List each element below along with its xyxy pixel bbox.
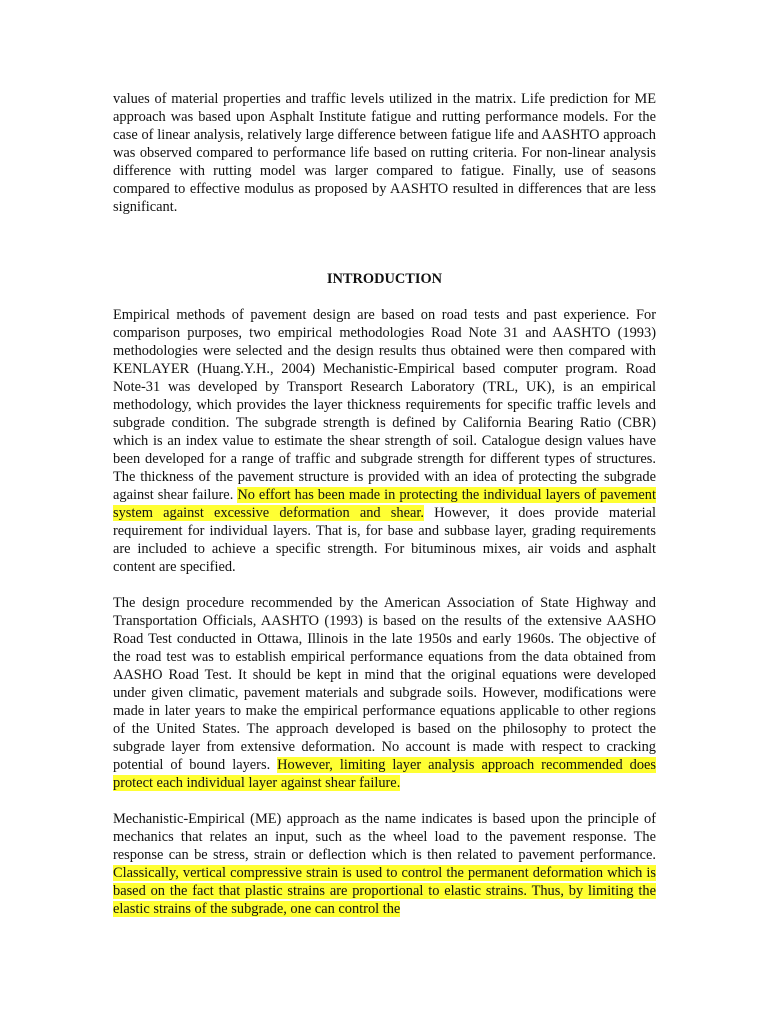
document-page — [113, 90, 656, 918]
highlighted-text: Classically, vertical compressive strain is used to control the permanent deformation which is based on the fact that plastic strains are proportional to elastic strains. Thus, by limiting the elastic strains of the subgrade, one can control the — [113, 865, 656, 917]
intro-paragraph-3 — [113, 810, 656, 918]
section-heading: INTRODUCTION — [326, 271, 443, 287]
paragraph-text: The design procedure recommended by the American Association of State Highway and Transportation Officials, AASHTO (1993) is based on the results of the extensive AASHO Road Test conducted in Ottawa, Illinois in the late 1950s and early 1960s. The objective of the road test was to establish empirical performance equations from the data obtained from AASHO Road Test. It should be kept in mind that the original equations were developed under given climatic, pavement materials and subgrade soils. However, modifications were made in later years to make the empirical performance equations applicable to other regions of the United States. The approach developed is based on the philosophy to protect the subgrade layer from extensive deformation. No account is made with respect to cracking potential of bound layers. — [113, 595, 656, 773]
paragraph-text: However, it does provide material requirement for individual layers. That is, for base and subbase layer, grading requirements are included to achieve a specific strength. For bituminous mixes, air voids and asphalt content are specified. — [113, 505, 656, 575]
abstract-paragraph: values of material properties and traffic levels utilized in the matrix. Life prediction for ME approach was based upon Asphalt Institute fatigue and rutting performance models. For the case of linear analysis, relatively large difference between fatigue life and AASHTO approach was observed compared to performance life based on rutting criteria. For non-linear analysis difference with rutting model was larger compared to fatigue. Finally, use of seasons compared to effective modulus as proposed by AASHTO resulted in differences that are less significant. — [113, 91, 656, 215]
highlighted-text: However, limiting layer analysis approach recommended does protect each individual layer against shear failure. — [113, 757, 657, 791]
paragraph-text: Empirical methods of pavement design are based on road tests and past experience. For comparison purposes, two empirical methodologies Road Note 31 and AASHTO (1993) methodologies were selected and the design results thus obtained were then compared with KENLAYER (Huang.Y.H., 2004) Mechanistic-Empirical based computer program. Road Note-31 was developed by Transport Research Laboratory (TRL, UK), is an empirical methodology, which provides the layer thickness requirements for specific traffic levels and subgrade condition. The subgrade strength is defined by California Bearing Ratio (CBR) which is an index value to estimate the shear strength of soil. Catalogue design values have been developed for a range of traffic and subgrade strength for different types of structures. The thickness of the pavement structure is provided with an idea of protecting the subgrade against shear failure. — [113, 307, 656, 503]
intro-paragraph-2 — [113, 594, 656, 792]
intro-paragraph-1 — [113, 306, 656, 576]
paragraph-text: Mechanistic-Empirical (ME) approach as the name indicates is based upon the principle of mechanics that relates an input, such as the wheel load to the pavement response. The response can be stress, strain or deflection which is then related to pavement performance. — [113, 811, 656, 863]
highlighted-text: No effort has been made in protecting the individual layers of pavement system against excessive deformation and shear. — [113, 487, 656, 521]
